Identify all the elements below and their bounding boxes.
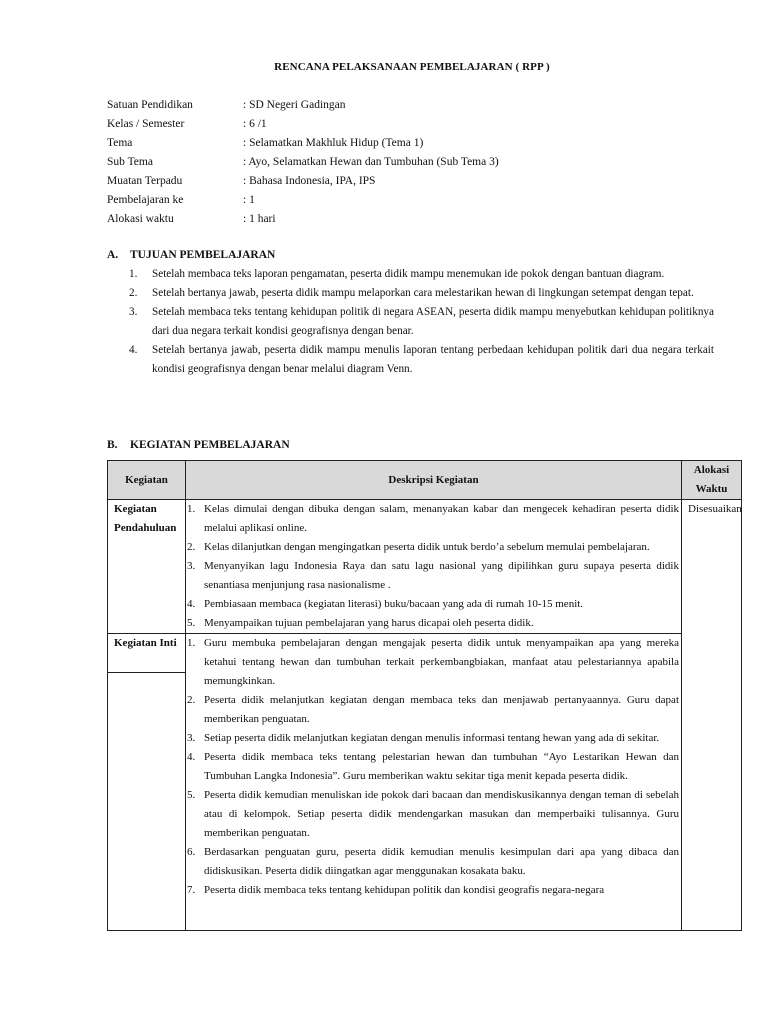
step-item [186, 748, 681, 786]
step-item [186, 634, 681, 691]
objective-item [129, 303, 714, 341]
step-number: 7. [187, 884, 196, 896]
section-b-heading [107, 439, 290, 451]
identity-label: Sub Tema [107, 156, 153, 168]
cell-divider [108, 672, 185, 673]
identity-value: : 6 /1 [243, 118, 267, 130]
step-item [186, 500, 681, 538]
identity-label: Pembelajaran ke [107, 194, 184, 206]
item-text: Setelah bertanya jawab, peserta didik mampu menulis laporan tentang perbedaan kehidupan politik dari dua negara terkait kondisi geografisnya dengan benar melalui diagram Venn. [152, 344, 714, 375]
section-a-heading [107, 249, 275, 261]
step-item [186, 843, 681, 881]
identity-value: : 1 hari [243, 213, 276, 225]
activity-name: Kegiatan Pendahuluan [108, 500, 186, 634]
steps-list [186, 634, 681, 900]
step-number: 1. [187, 637, 196, 649]
objective-item [129, 284, 714, 303]
item-text: Setelah membaca teks laporan pengamatan, peserta didik mampu menemukan ide pokok dengan bantuan diagram. [152, 268, 665, 280]
identity-value: : 1 [243, 194, 255, 206]
section-letter: B. [107, 439, 118, 451]
activity-name: Kegiatan Inti [114, 637, 177, 649]
step-text: Berdasarkan penguatan guru, peserta didik kemudian menulis kesimpulan dari apa yang dibaca dan didiskusikan. Peserta didik diingatkan agar menggunakan kosakata baku. [204, 846, 679, 877]
step-item [186, 557, 681, 595]
section-title: KEGIATAN PEMBELAJARAN [130, 439, 290, 451]
activity-time: Disesuaikan [682, 500, 742, 931]
step-text: Menyampaikan tujuan pembelajaran yang harus dicapai oleh peserta didik. [204, 617, 534, 629]
item-number: 4. [129, 344, 138, 356]
step-number: 5. [187, 617, 196, 629]
item-number: 2. [129, 287, 138, 299]
item-text: Setelah membaca teks tentang kehidupan politik di negara ASEAN, peserta didik mampu menyebutkan kehidupan politiknya dari dua negara terkait kondisi geografisnya dengan benar. [152, 306, 714, 337]
item-number: 3. [129, 306, 138, 318]
identity-value: : Selamatkan Makhluk Hidup (Tema 1) [243, 137, 424, 149]
objectives-list [129, 265, 714, 379]
step-text: Guru membuka pembelajaran dengan mengajak peserta didik untuk menyampaikan apa yang mereka ketahui tentang hewan dan tumbuhan terkait perkembangbiakan, manfaat atau pelestariannya apabila memungkinkan. [204, 637, 679, 687]
step-number: 2. [187, 541, 196, 553]
step-text: Peserta didik membaca teks tentang pelestarian hewan dan tumbuhan “Ayo Lestarikan Hewan dan Tumbuhan Langka Indonesia”. Guru memberikan waktu sekitar tiga menit kepada peserta didik. [204, 751, 679, 782]
identity-value: : Ayo, Selamatkan Hewan dan Tumbuhan (Sub Tema 3) [243, 156, 499, 168]
item-number: 1. [129, 268, 138, 280]
step-text: Setiap peserta didik melanjutkan kegiatan dengan menulis informasi tentang hewan yang ada di sekitar. [204, 732, 660, 744]
item-text: Setelah bertanya jawab, peserta didik mampu melaporkan cara melestarikan hewan di lingkungan setempat dengan tepat. [152, 287, 694, 299]
step-text: Menyanyikan lagu Indonesia Raya dan satu lagu nasional yang dipilihkan guru supaya peserta didik senantiasa menjunjung rasa nasionalisme . [204, 560, 679, 591]
step-item [186, 691, 681, 729]
identity-value: : Bahasa Indonesia, IPA, IPS [243, 175, 376, 187]
step-text: Peserta didik melanjutkan kegiatan dengan membaca teks dan menjawab pertanyaannya. Guru dapat memberikan penguatan. [204, 694, 679, 725]
step-text: Peserta didik kemudian menuliskan ide pokok dari bacaan dan mendiskusikannya dengan teman di sebelah atau di kelompok. Setiap peserta didik mendengarkan masukan dan memperbaiki tulisannya. Guru memberikan penguatan. [204, 789, 679, 839]
activities-table [107, 460, 742, 931]
step-number: 3. [187, 732, 196, 744]
step-number: 1. [187, 503, 196, 515]
step-item [186, 614, 681, 633]
step-text: Kelas dilanjutkan dengan mengingatkan peserta didik untuk berdo’a sebelum memulai pembelajaran. [204, 541, 650, 553]
step-text: Peserta didik membaca teks tentang kehidupan politik dan kondisi geografis negara-negara [204, 884, 605, 896]
inti-steps-wrap [186, 634, 681, 930]
identity-label: Alokasi waktu [107, 213, 174, 225]
table-row-inti [108, 634, 742, 931]
step-text: Kelas dimulai dengan dibuka dengan salam, menanyakan kabar dan mengecek kehadiran peserta didik melalui aplikasi online. [204, 503, 679, 534]
step-item [186, 729, 681, 748]
header-kegiatan: Kegiatan [108, 461, 186, 500]
header-alokasi: Alokasi Waktu [682, 461, 742, 500]
table-row-pendahuluan [108, 500, 742, 634]
step-item [186, 595, 681, 614]
identity-label: Satuan Pendidikan [107, 99, 193, 111]
step-text: Pembiasaan membaca (kegiatan literasi) buku/bacaan yang ada di rumah 10-15 menit. [204, 598, 584, 610]
section-title: TUJUAN PEMBELAJARAN [130, 249, 276, 261]
identity-label: Muatan Terpadu [107, 175, 183, 187]
step-number: 4. [187, 598, 196, 610]
activity-description [186, 634, 682, 931]
document-title: RENCANA PELAKSANAAN PEMBELAJARAN ( RPP ) [274, 61, 550, 73]
step-number: 5. [187, 789, 196, 801]
step-number: 3. [187, 560, 196, 572]
step-item [186, 786, 681, 843]
table-header-row [108, 461, 742, 500]
objective-item [129, 265, 714, 284]
activity-cell-inti [108, 634, 186, 931]
identity-label: Kelas / Semester [107, 118, 185, 130]
step-item [186, 881, 681, 900]
step-number: 6. [187, 846, 196, 858]
objective-item [129, 341, 714, 379]
activity-description [186, 500, 682, 634]
step-number: 2. [187, 694, 196, 706]
section-letter: A. [107, 249, 119, 261]
step-item [186, 538, 681, 557]
inti-name-wrap [108, 634, 185, 930]
identity-label: Tema [107, 137, 133, 149]
identity-value: : SD Negeri Gadingan [243, 99, 346, 111]
step-number: 4. [187, 751, 196, 763]
header-deskripsi: Deskripsi Kegiatan [186, 461, 682, 500]
steps-list [186, 500, 681, 633]
